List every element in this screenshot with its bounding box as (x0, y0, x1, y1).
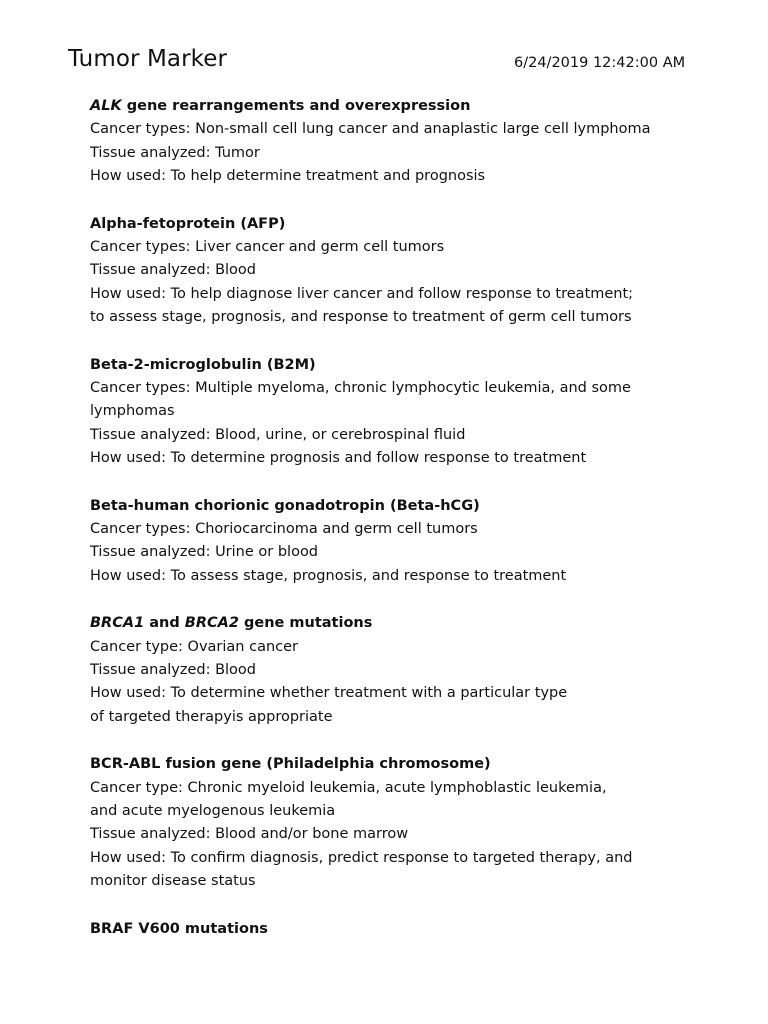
heading-text: BRAF V600 mutations (90, 920, 268, 937)
marker-detail-line: Tissue analyzed: Tumor (90, 144, 260, 161)
marker-detail-line: monitor disease status (90, 872, 256, 889)
heading-text: and (144, 615, 185, 632)
marker-detail-line: Cancer types: Liver cancer and germ cell tumors (90, 238, 445, 255)
marker-detail-line: Tissue analyzed: Blood, urine, or cerebrospinal fluid (90, 426, 466, 443)
marker-heading (90, 753, 730, 776)
marker-detail-line: Cancer type: Chronic myeloid leukemia, acute lymphoblastic leukemia, (90, 779, 607, 796)
marker-detail-line: Tissue analyzed: Blood and/or bone marrow (90, 826, 409, 843)
marker-heading (90, 213, 730, 236)
marker-detail-line: Tissue analyzed: Blood (90, 262, 256, 279)
marker-section (90, 354, 730, 470)
marker-detail-line: How used: To determine prognosis and follow response to treatment (90, 449, 587, 466)
timestamp: 6/24/2019 12:42:00 AM (514, 55, 686, 71)
marker-detail-line: Tissue analyzed: Urine or blood (90, 544, 319, 561)
marker-heading (90, 918, 730, 941)
marker-detail-line: Cancer type: Ovarian cancer (90, 638, 299, 655)
marker-detail-line: How used: To help diagnose liver cancer and follow response to treatment; (90, 285, 634, 302)
marker-detail-line: How used: To help determine treatment and prognosis (90, 167, 486, 184)
marker-heading (90, 354, 730, 377)
marker-section (90, 95, 730, 188)
marker-detail-line: How used: To assess stage, prognosis, and response to treatment (90, 567, 567, 584)
marker-detail-line: and acute myelogenous leukemia (90, 802, 336, 819)
gene-name: ALK (90, 98, 122, 114)
marker-detail-line: to assess stage, prognosis, and response to treatment of germ cell tumors (90, 308, 632, 325)
heading-text: Beta-human chorionic gonadotropin (Beta-hCG) (90, 497, 480, 514)
marker-detail-line: of targeted therapyis appropriate (90, 708, 333, 725)
marker-section (90, 753, 730, 893)
marker-heading (90, 495, 730, 518)
marker-detail-line: How used: To confirm diagnosis, predict response to targeted therapy, and (90, 849, 633, 866)
marker-detail-line: Tissue analyzed: Blood (90, 661, 256, 678)
marker-section (90, 918, 730, 941)
marker-detail-line: Cancer types: Non-small cell lung cancer and anaplastic large cell lymphoma (90, 121, 651, 138)
heading-text: Alpha-fetoprotein (AFP) (90, 215, 286, 232)
heading-text: BCR-ABL fusion gene (Philadelphia chromosome) (90, 756, 491, 773)
heading-text: gene rearrangements and overexpression (121, 98, 471, 114)
marker-list (90, 95, 730, 965)
gene-name: BRCA2 (184, 615, 239, 632)
heading-text: gene mutations (238, 615, 373, 632)
marker-section (90, 213, 730, 329)
marker-heading (90, 612, 730, 635)
marker-section (90, 495, 730, 588)
marker-detail-line: Cancer types: Multiple myeloma, chronic lymphocytic leukemia, and some (90, 379, 631, 396)
marker-detail-line: Cancer types: Choriocarcinoma and germ cell tumors (90, 520, 478, 537)
marker-section (90, 612, 730, 728)
gene-name: BRCA1 (90, 615, 145, 632)
heading-text: Beta-2-microglobulin (B2M) (90, 356, 316, 373)
marker-detail-line: lymphomas (90, 403, 175, 420)
page-title: Tumor Marker (68, 46, 228, 72)
marker-detail-line: How used: To determine whether treatment with a particular type (90, 685, 568, 702)
marker-heading (90, 95, 730, 118)
